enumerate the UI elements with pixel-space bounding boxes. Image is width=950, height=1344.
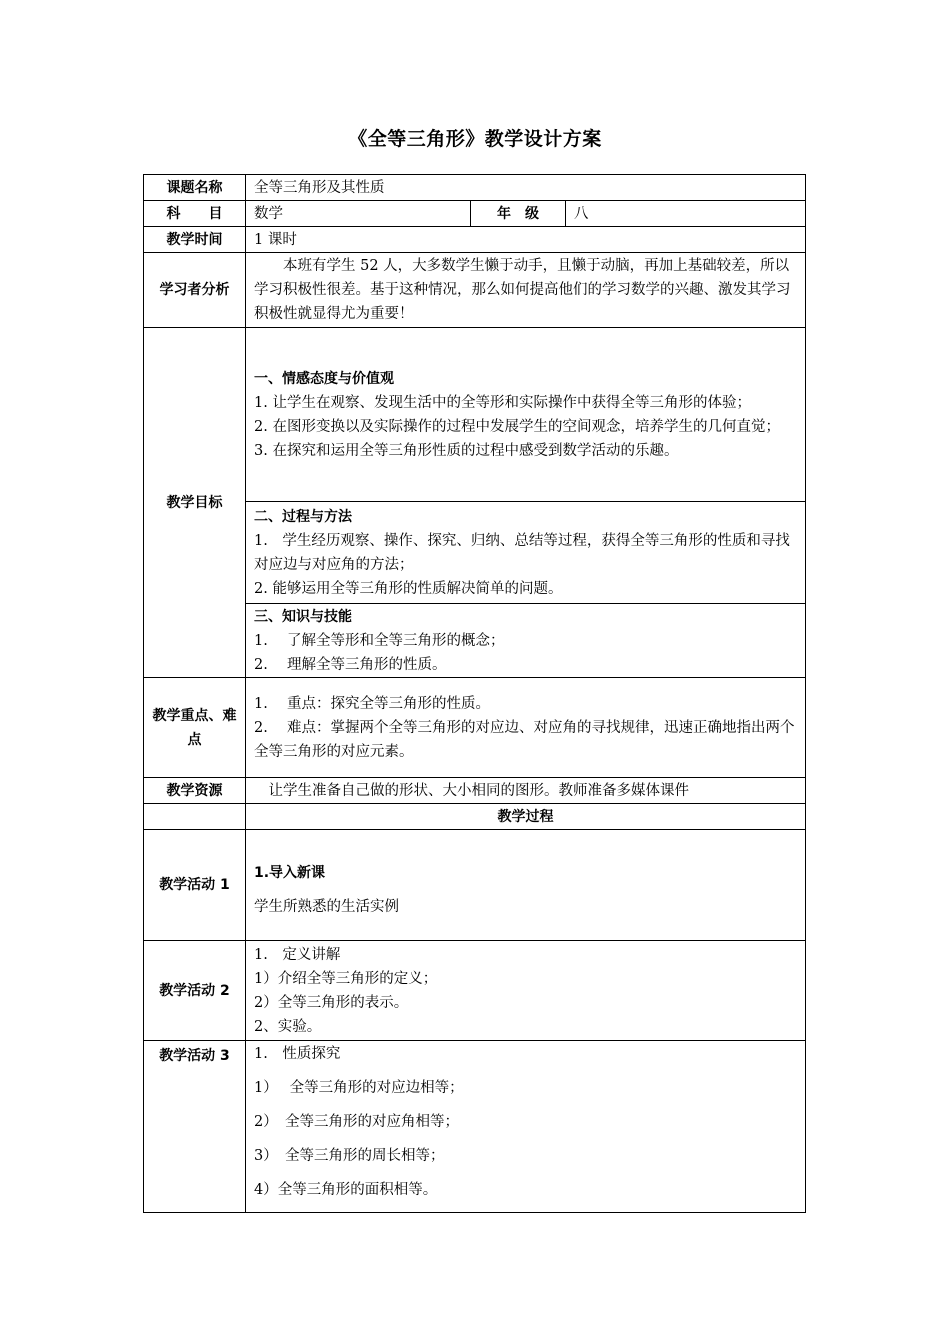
keypoints-label: 教学重点、难点 <box>144 678 246 778</box>
keypoints-content <box>246 678 806 778</box>
row-keypoints <box>144 678 806 778</box>
activity3-item: 1. 性质探究 <box>254 1045 341 1062</box>
time-value: 1 课时 <box>246 227 806 253</box>
goals-section-3 <box>246 604 806 678</box>
keypoint-item: 1. 重点：探究全等三角形的性质。 <box>254 695 490 712</box>
subject-label: 科 目 <box>144 201 246 227</box>
row-time <box>144 227 806 253</box>
keypoint-item: 2. 难点：掌握两个全等三角形的对应边、对应角的寻找规律，迅速正确地指出两个全等三角形的对应元素。 <box>254 719 795 760</box>
activity3-label: 教学活动 3 <box>144 1041 246 1213</box>
activity2-item: 2）全等三角形的表示。 <box>254 994 409 1011</box>
activity3-item: 4）全等三角形的面积相等。 <box>254 1181 438 1198</box>
goals-s1-item: 1. 让学生在观察、发现生活中的全等形和实际操作中获得全等三角形的体验； <box>254 394 751 411</box>
activity3-item: 1） 全等三角形的对应边相等； <box>254 1079 464 1096</box>
lesson-plan-table <box>143 174 806 1213</box>
row-learner <box>144 253 806 328</box>
activity2-label: 教学活动 2 <box>144 941 246 1041</box>
row-activity-2 <box>144 941 806 1041</box>
learner-label: 学习者分析 <box>144 253 246 328</box>
row-resources <box>144 778 806 804</box>
row-activity-3 <box>144 1041 806 1213</box>
goals-s2-item: 2. 能够运用全等三角形的性质解决简单的问题。 <box>254 580 563 597</box>
row-subject <box>144 201 806 227</box>
goals-s3-item: 2. 理解全等三角形的性质。 <box>254 656 447 673</box>
row-goals-1 <box>144 328 806 502</box>
activity3-content <box>246 1041 806 1213</box>
row-activity-1 <box>144 830 806 941</box>
activity3-item: 3） 全等三角形的周长相等； <box>254 1147 445 1164</box>
goals-s1-item: 3. 在探究和运用全等三角形性质的过程中感受到数学活动的乐趣。 <box>254 442 679 459</box>
row-process-header <box>144 804 806 830</box>
goals-section-1 <box>246 328 806 502</box>
activity1-text: 学生所熟悉的生活实例 <box>254 899 399 915</box>
goals-section-2 <box>246 502 806 604</box>
process-header-blank <box>144 804 246 830</box>
subject-value: 数学 <box>246 201 471 227</box>
page-title: 《全等三角形》教学设计方案 <box>348 128 602 150</box>
goals-s3-item: 1. 了解全等形和全等三角形的概念； <box>254 632 505 649</box>
learner-text: 本班有学生 52 人，大多数学生懒于动手，且懒于动脑，再加上基础较差，所以学习积极性很差。基于这种情况，那么如何提高他们的学习数学的兴趣、激发其学习积极性就显得尤为重要！ <box>246 253 806 328</box>
activity2-item: 1. 定义讲解 <box>254 946 341 963</box>
goals-label: 教学目标 <box>144 328 246 678</box>
activity1-label: 教学活动 1 <box>144 830 246 941</box>
row-topic <box>144 175 806 201</box>
process-header: 教学过程 <box>246 804 806 830</box>
grade-value: 八 <box>566 201 806 227</box>
resources-label: 教学资源 <box>144 778 246 804</box>
goals-s1-title: 一、情感态度与价值观 <box>254 370 394 387</box>
goals-s1-item: 2. 在图形变换以及实际操作的过程中发展学生的空间观念，培养学生的几何直觉； <box>254 418 780 435</box>
goals-s2-title: 二、过程与方法 <box>254 508 352 525</box>
goals-s3-title: 三、知识与技能 <box>254 608 352 625</box>
topic-value: 全等三角形及其性质 <box>246 175 806 201</box>
activity2-item: 2、实验。 <box>254 1018 322 1035</box>
activity1-title: 1.导入新课 <box>254 865 326 881</box>
goals-s2-item: 1. 学生经历观察、操作、探究、归纳、总结等过程，获得全等三角形的性质和寻找对应边与对应角的方法； <box>254 532 790 573</box>
activity1-content <box>246 830 806 941</box>
resources-value: 让学生准备自己做的形状、大小相同的图形。教师准备多媒体课件 <box>246 778 806 804</box>
activity2-content <box>246 941 806 1041</box>
activity3-item: 2） 全等三角形的对应角相等； <box>254 1113 459 1130</box>
time-label: 教学时间 <box>144 227 246 253</box>
topic-label: 课题名称 <box>144 175 246 201</box>
grade-label: 年 级 <box>471 201 566 227</box>
activity2-item: 1）介绍全等三角形的定义； <box>254 970 438 987</box>
